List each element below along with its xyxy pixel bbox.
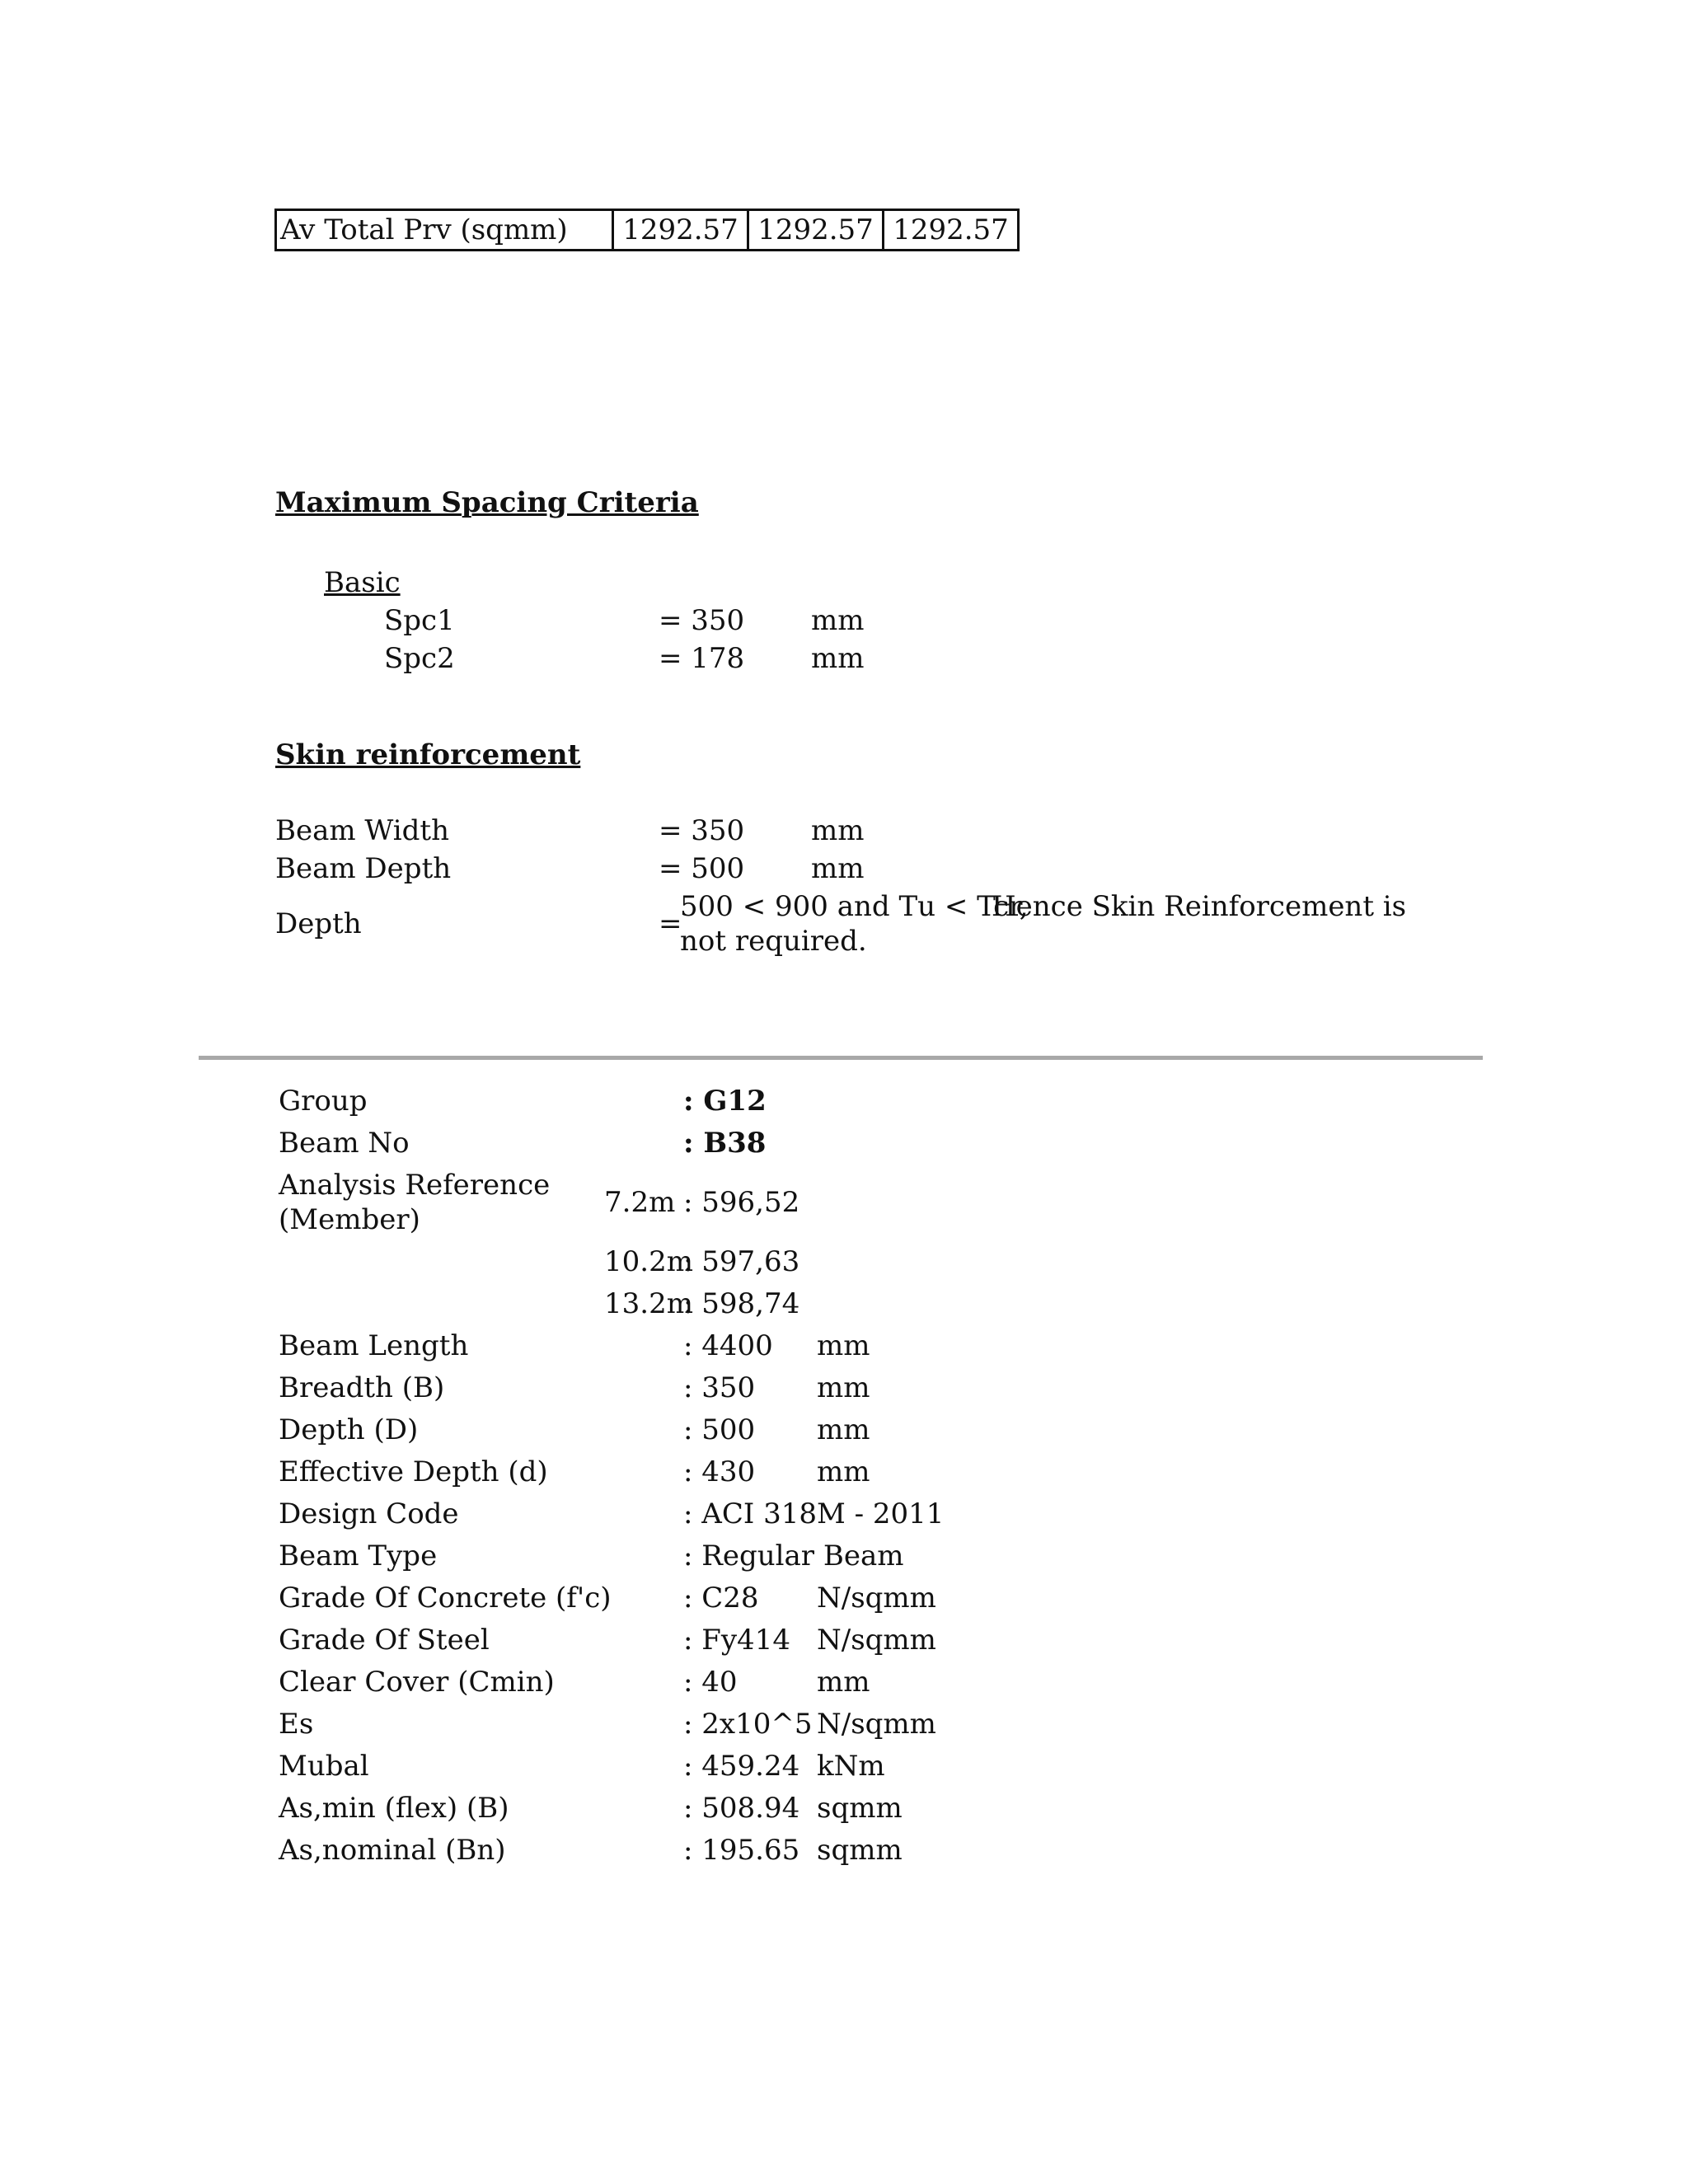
prop-value: : 500 bbox=[683, 1413, 756, 1446]
beam-width-unit: mm bbox=[811, 814, 865, 847]
beam-depth-label: Beam Depth bbox=[275, 852, 452, 885]
beam-no-value: : B38 bbox=[683, 1127, 767, 1160]
prop-value: : 350 bbox=[683, 1371, 756, 1404]
spc1-unit: mm bbox=[811, 604, 865, 637]
prop-label: Design Code bbox=[279, 1497, 459, 1530]
prop-unit: N/sqmm bbox=[817, 1624, 936, 1657]
basic-label: Basic bbox=[324, 566, 401, 599]
prop-unit: mm bbox=[817, 1666, 870, 1699]
prop-unit: N/sqmm bbox=[817, 1708, 936, 1741]
prop-label: Beam Type bbox=[279, 1540, 438, 1572]
prop-value: : 40 bbox=[683, 1666, 738, 1699]
prop-unit: sqmm bbox=[817, 1792, 903, 1825]
prop-value: : C28 bbox=[683, 1582, 759, 1615]
analysis-member: : 596,52 bbox=[683, 1186, 800, 1219]
prop-label: Grade Of Concrete (f'c) bbox=[279, 1582, 612, 1615]
group-label: Group bbox=[279, 1085, 368, 1118]
prop-label: Es bbox=[279, 1708, 314, 1741]
area-value-cell: 1292.57 bbox=[748, 210, 884, 251]
analysis-ref-label: Analysis Reference bbox=[279, 1169, 551, 1202]
prop-value: : 430 bbox=[683, 1455, 756, 1488]
beam-depth-unit: mm bbox=[811, 852, 865, 885]
spc2-label: Spc2 bbox=[384, 642, 455, 675]
prop-label: Clear Cover (Cmin) bbox=[279, 1666, 555, 1699]
depth-equals: = bbox=[659, 907, 682, 940]
prop-unit: mm bbox=[817, 1329, 870, 1362]
analysis-level: 7.2m bbox=[604, 1186, 676, 1219]
depth-check-text: 500 < 900 and Tu < Tcr, bbox=[680, 890, 1029, 923]
spc1-value: = 350 bbox=[659, 604, 745, 637]
depth-label: Depth bbox=[275, 907, 362, 940]
prop-unit: kNm bbox=[817, 1750, 885, 1783]
prop-label: Depth (D) bbox=[279, 1413, 419, 1446]
area-label-cell: Av Total Prv (sqmm) bbox=[276, 210, 613, 251]
prop-unit: mm bbox=[817, 1371, 870, 1404]
group-value: : G12 bbox=[683, 1085, 767, 1118]
beam-no-label: Beam No bbox=[279, 1127, 410, 1160]
prop-label: Breadth (B) bbox=[279, 1371, 445, 1404]
beam-width-value: = 350 bbox=[659, 814, 745, 847]
prop-label: Beam Length bbox=[279, 1329, 469, 1362]
depth-conclusion-text: Hence Skin Reinforcement is bbox=[992, 890, 1407, 923]
prop-value: : Fy414 bbox=[683, 1624, 790, 1657]
beam-width-label: Beam Width bbox=[275, 814, 449, 847]
prop-label: Grade Of Steel bbox=[279, 1624, 490, 1657]
area-value-cell: 1292.57 bbox=[884, 210, 1019, 251]
prop-label: Effective Depth (d) bbox=[279, 1455, 548, 1488]
area-provided-table bbox=[274, 209, 1020, 251]
prop-value: : 459.24 bbox=[683, 1750, 800, 1783]
prop-unit: N/sqmm bbox=[817, 1582, 936, 1615]
prop-value: : ACI 318M - 2011 bbox=[683, 1497, 945, 1530]
prop-label: Mubal bbox=[279, 1750, 369, 1783]
analysis-level: 10.2m bbox=[604, 1245, 693, 1278]
analysis-ref-label-2: (Member) bbox=[279, 1203, 420, 1236]
analysis-level: 13.2m bbox=[604, 1287, 693, 1320]
spc2-value: = 178 bbox=[659, 642, 745, 675]
prop-value: : 2x10^5 bbox=[683, 1708, 813, 1741]
spc2-unit: mm bbox=[811, 642, 865, 675]
prop-value: : 508.94 bbox=[683, 1792, 800, 1825]
prop-label: As,min (flex) (B) bbox=[279, 1792, 509, 1825]
spc1-label: Spc1 bbox=[384, 604, 455, 637]
analysis-member: : 598,74 bbox=[683, 1287, 800, 1320]
table-row bbox=[276, 210, 1019, 251]
area-value-cell: 1292.57 bbox=[613, 210, 748, 251]
beam-depth-value: = 500 bbox=[659, 852, 745, 885]
prop-unit: mm bbox=[817, 1455, 870, 1488]
depth-conclusion-cont: not required. bbox=[680, 925, 867, 958]
prop-value: : Regular Beam bbox=[683, 1540, 904, 1572]
prop-unit: mm bbox=[817, 1413, 870, 1446]
prop-value: : 4400 bbox=[683, 1329, 773, 1362]
spacing-heading: Maximum Spacing Criteria bbox=[275, 486, 699, 519]
analysis-member: : 597,63 bbox=[683, 1245, 800, 1278]
skin-heading: Skin reinforcement bbox=[275, 738, 581, 771]
prop-unit: sqmm bbox=[817, 1834, 903, 1867]
prop-label: As,nominal (Bn) bbox=[279, 1834, 506, 1867]
section-divider bbox=[199, 1056, 1483, 1060]
prop-value: : 195.65 bbox=[683, 1834, 800, 1867]
